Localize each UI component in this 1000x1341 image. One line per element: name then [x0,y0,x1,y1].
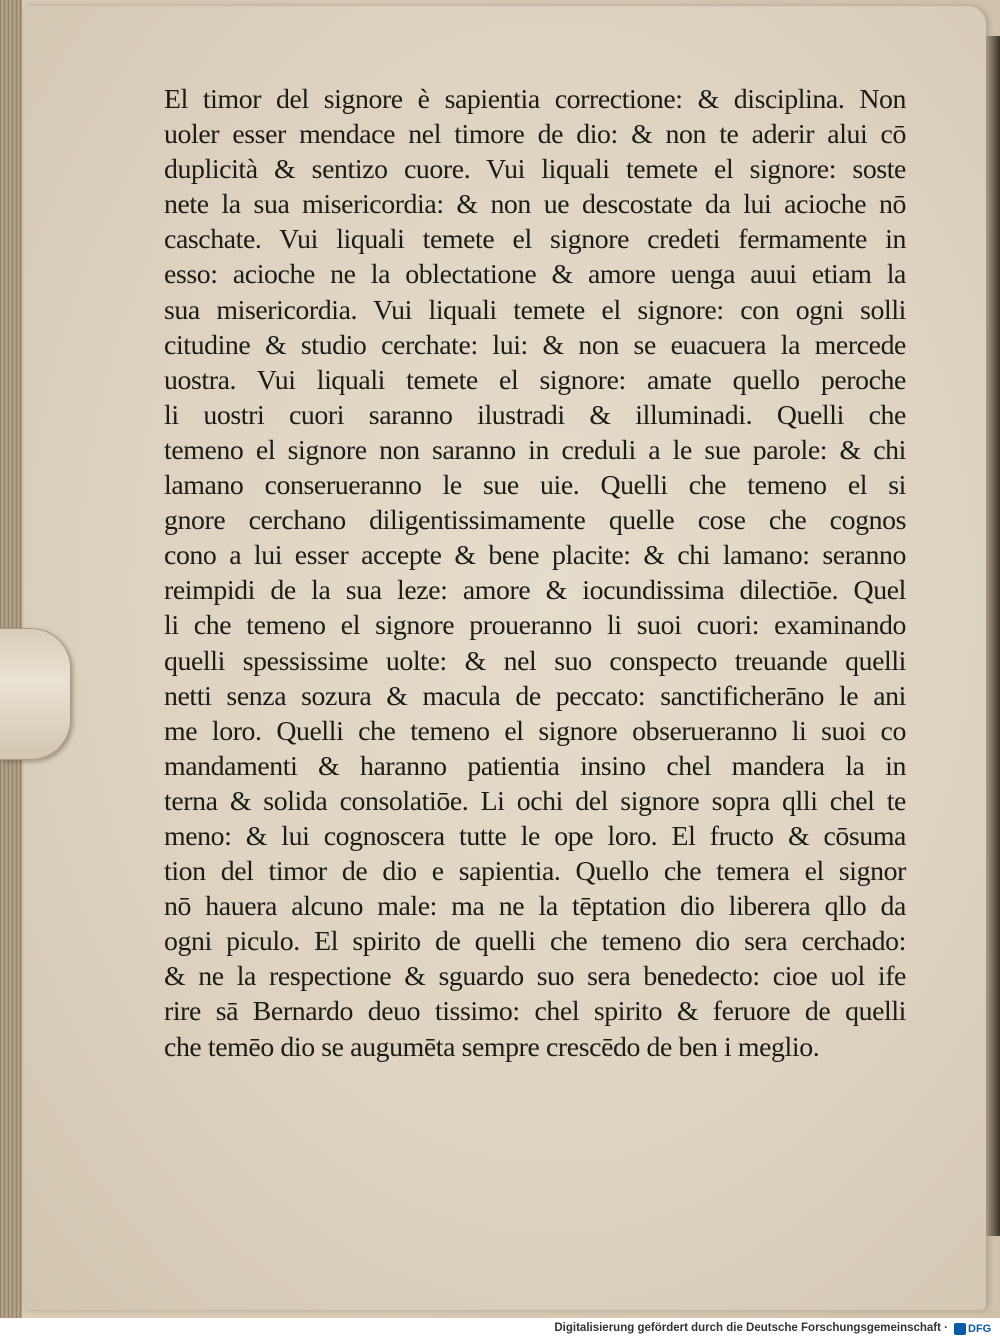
text-line: cono a lui esser accepte & bene placite: & chi lamano: seranno [164,540,906,572]
text-line: li uostri cuori saranno ilustradi & illuminadi. Quelli che [164,399,906,431]
book-clasp [0,628,71,760]
text-line: uoler esser mendace nel timore de dio: & non te aderir alui cō [164,119,906,151]
text-line: sua misericordia. Vui liquali temete el signore: con ogni solli [164,294,906,326]
text-line: lamano conserueranno le sue uie. Quelli che temeno el si [164,470,906,502]
text-line: rire sā Bernardo deuo tissimo: chel spirito & feruore de quelli [164,996,906,1028]
text-line: netti senza sozura & macula de peccato: sanctificherāno le ani [164,680,906,712]
text-line: me loro. Quelli che temeno el signore obserueranno li suoi co [164,715,906,747]
book-right-edge [986,36,1000,1236]
text-line: nō hauera alcuno male: ma ne la tēptation dio liberera qllo da [164,891,906,923]
text-line: meno: & lui cognoscera tutte le ope loro. El fructo & cōsuma [164,820,906,852]
text-line: esso: acioche ne la oblectatione & amore uenga auui etiam la [164,259,906,291]
dfg-logo [954,1321,994,1336]
text-line: tion del timor de dio e sapientia. Quello che temera el signor [164,856,906,888]
text-line: ogni piculo. El spirito de quelli che temeno dio sera cerchado: [164,926,906,958]
text-line: mandamenti & haranno patientia insino chel mandera la in [164,750,906,782]
show-through-line [166,1060,926,1092]
text-line: El timor del signore è sapientia correctione: & disciplina. Non [164,84,906,115]
dfg-logo-icon [954,1323,966,1335]
footer-bar [0,1318,1000,1341]
text-line: reimpidi de la sua leze: amore & iocundissima dilectiōe. Quel [164,575,906,607]
text-line: terna & solida consolatiōe. Li ochi del signore sopra qlli chel te [164,785,906,817]
text-line: quelli spessissime uolte: & nel suo conspecto treuande quelli [164,645,906,677]
text-line: gnore cerchano diligentissimamente quelle cose che cognos [164,505,906,537]
text-line: li che temeno el signore proueranno li suoi cuori: examinando [164,610,906,642]
text-line: caschate. Vui liquali temete el signore credeti fermamente in [164,224,906,256]
text-line: nete la sua misericordia: & non ue descostate da lui acioche nō [164,189,906,221]
text-line: & ne la respectione & sguardo suo sera benedecto: cioe uol ife [164,961,906,993]
show-through-text [166,1060,926,1092]
text-line: citudine & studio cerchate: lui: & non se euacuera la mercede [164,329,906,361]
page-text [164,82,906,1065]
dfg-logo-text: DFG [968,1322,992,1335]
text-line: che temēo dio se augumēta sempre crescēdo de ben i meglio. [164,1031,820,1063]
funding-credit: Digitalisierung gefördert durch die Deutsche Forschungsgemeinschaft · [554,1322,948,1334]
text-line: duplicità & sentizo cuore. Vui liquali temete el signore: soste [164,154,906,186]
text-line: uostra. Vui liquali temete el signore: amate quello peroche [164,364,906,396]
text-line: temeno el signore non saranno in creduli a le sue parole: & chi [164,434,906,466]
